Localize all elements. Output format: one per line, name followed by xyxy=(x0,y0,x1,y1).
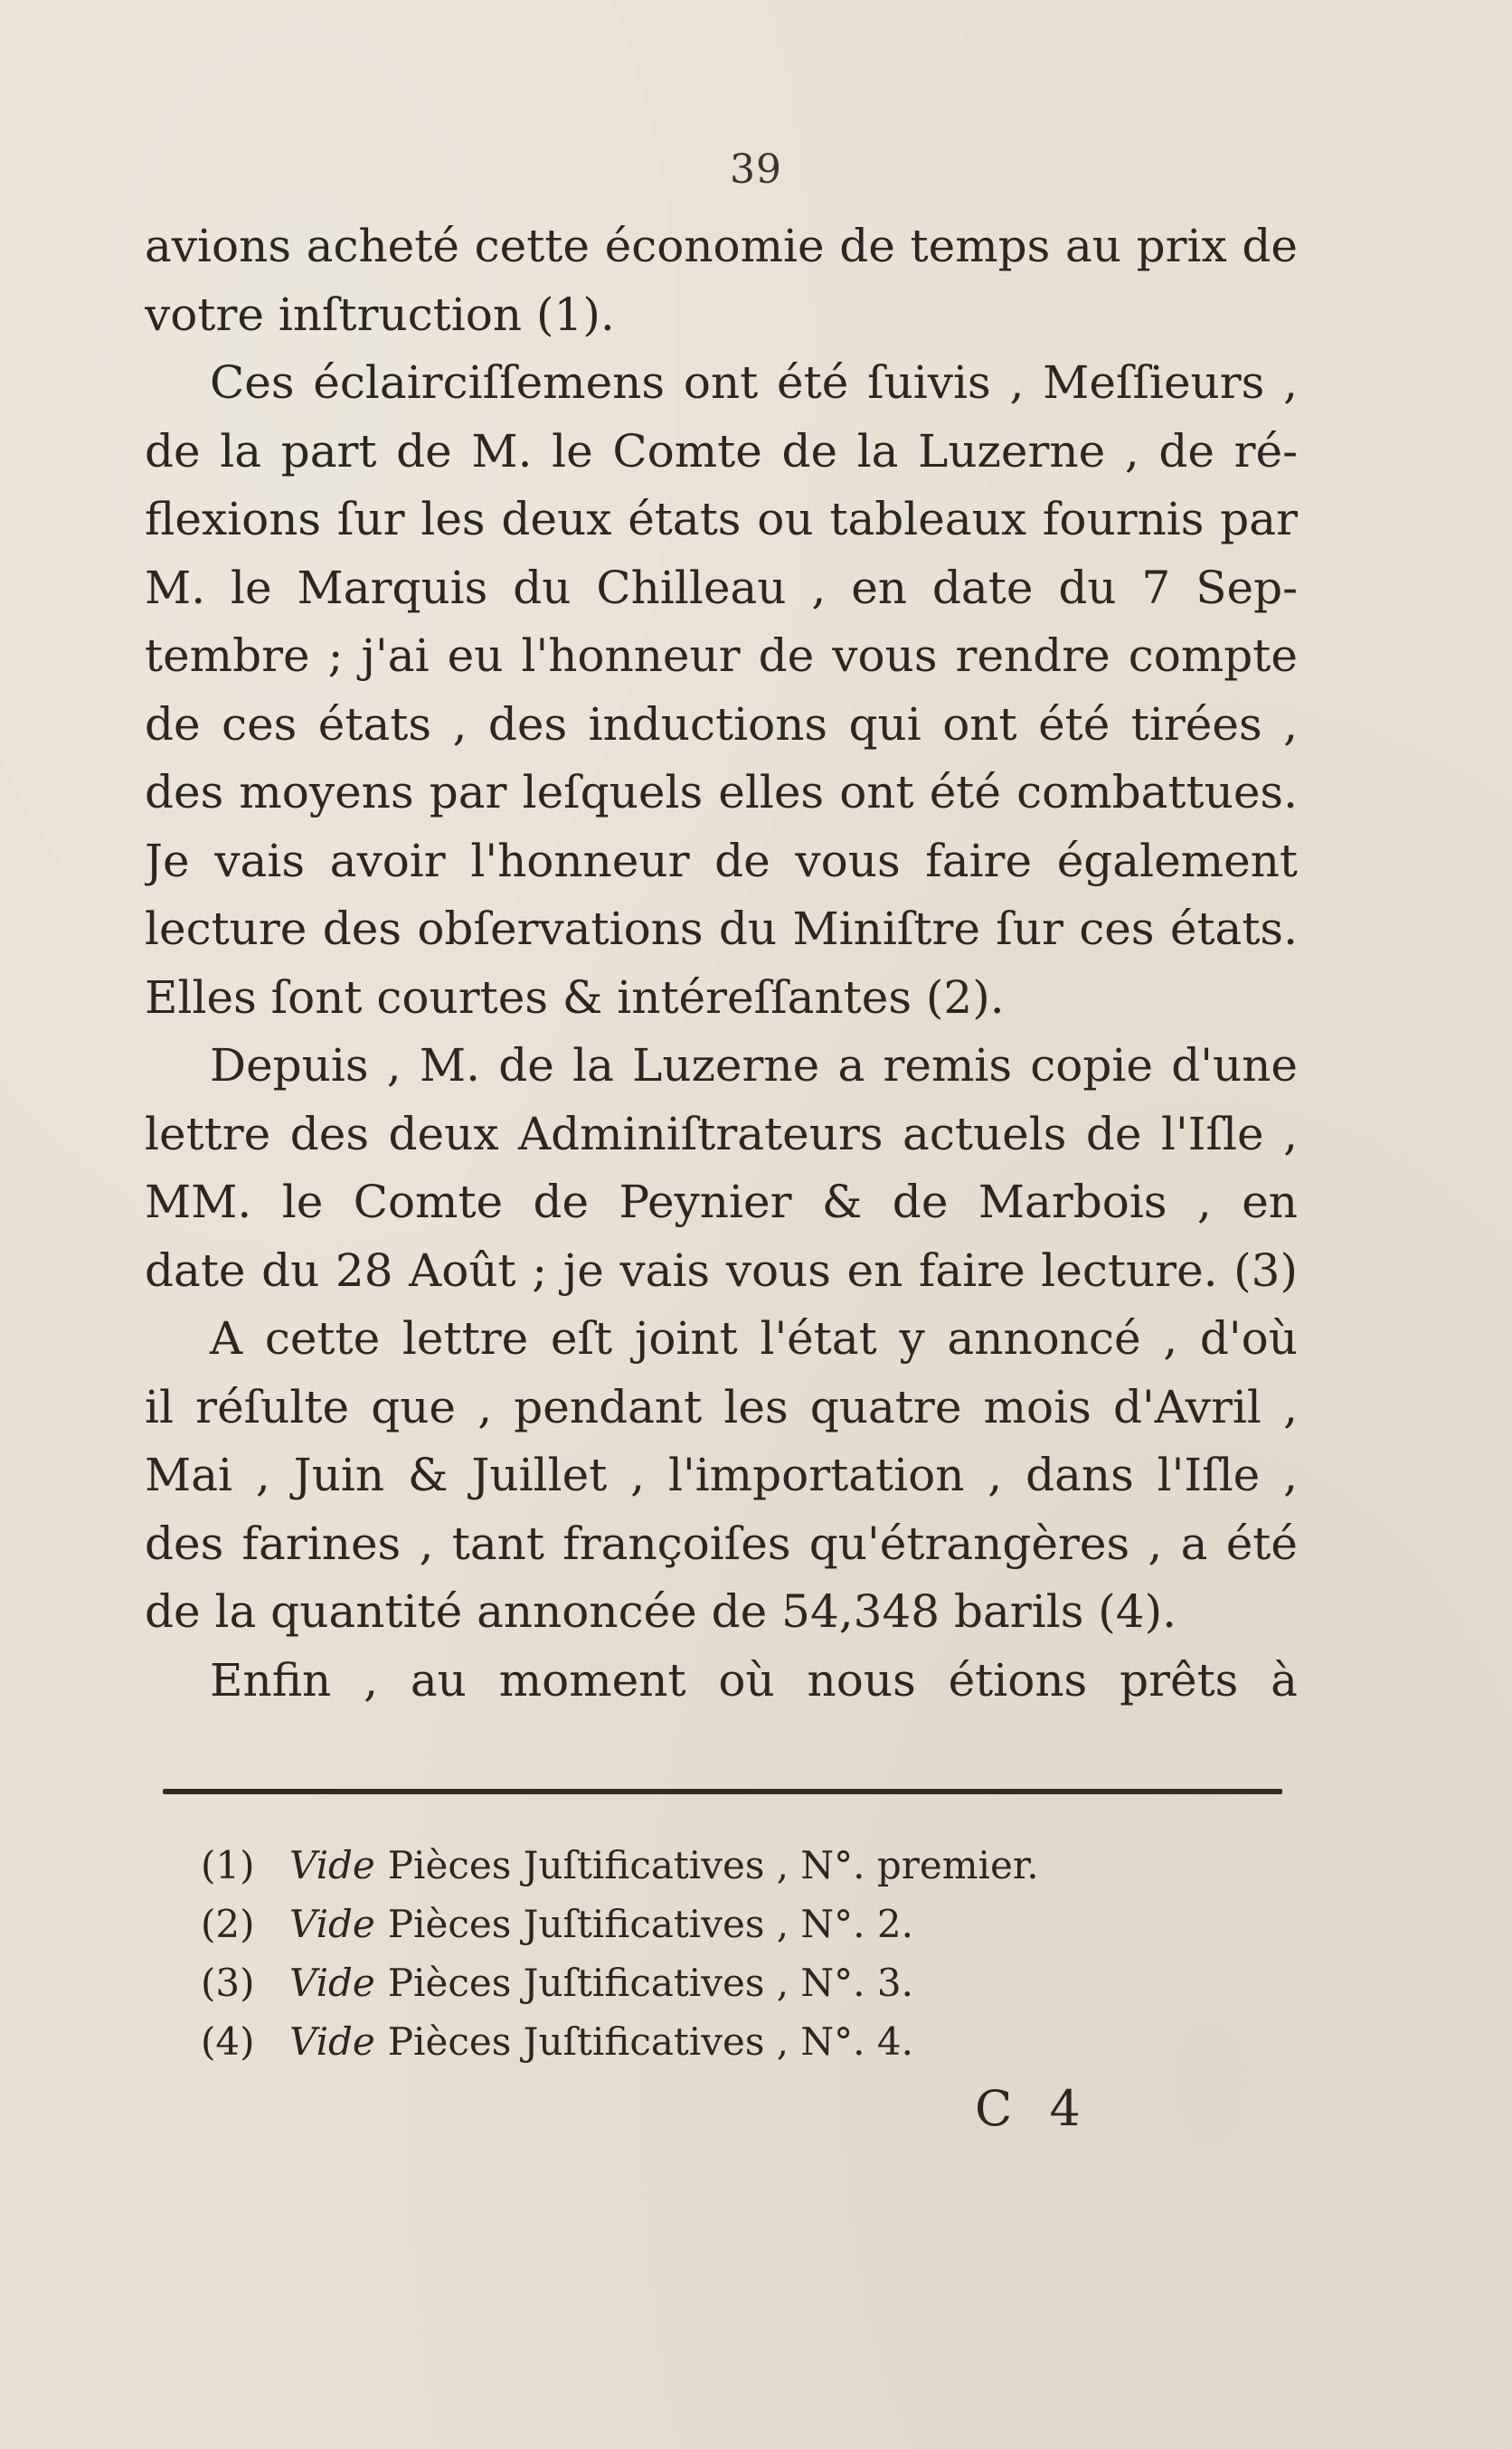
footnote-vide: Vide xyxy=(289,2019,375,2064)
text-line: des moyens par leſquels elles ont été combattues. xyxy=(145,766,1298,818)
text-line: MM. le Comte de Peynier & de Marbois , en xyxy=(145,1176,1298,1228)
footnote-text: Pièces Juſtificatives , N°. premier. xyxy=(387,1843,1039,1887)
body-text xyxy=(145,213,1298,1715)
footnote-vide: Vide xyxy=(289,1902,375,1946)
text-line: Mai , Juin & Juillet , l'importation , dans l'Iſle , xyxy=(145,1449,1298,1501)
text-line: lettre des deux Adminiſtrateurs actuels de l'Iſle , xyxy=(145,1107,1298,1160)
footnote-mark: (3) xyxy=(201,1961,255,2005)
footnote-mark: (1) xyxy=(201,1843,255,1887)
text-line: Ces éclairciſſemens ont été ſuivis , Meſſieurs , xyxy=(210,356,1298,409)
text-line: tembre ; j'ai eu l'honneur de vous rendre compte xyxy=(145,629,1298,682)
footnote xyxy=(201,2012,1195,2071)
text-line: date du 28 Août ; je vais vous en faire lecture. (3) xyxy=(145,1243,1298,1297)
text-line: Enfin , au moment où nous étions prêts à xyxy=(210,1653,1298,1707)
footnote xyxy=(201,1895,1195,1953)
text-line: des farines , tant françoiſes qu'étrangères , a été xyxy=(145,1517,1298,1570)
footnote-vide: Vide xyxy=(289,1843,375,1887)
footnote-mark: (2) xyxy=(201,1902,255,1946)
footnotes xyxy=(201,1836,1195,2071)
text-line: M. le Marquis du Chilleau , en date du 7 Sep- xyxy=(145,561,1298,614)
text-line: de la part de M. le Comte de la Luzerne , de ré- xyxy=(145,424,1298,478)
footnote-text: Pièces Juſtificatives , N°. 4. xyxy=(387,2019,913,2064)
footnote-rule xyxy=(163,1789,1282,1794)
footnote xyxy=(201,1953,1195,2012)
page-number: 39 xyxy=(730,147,782,193)
text-line: de ces états , des inductions qui ont été tirées , xyxy=(145,697,1298,751)
footnote-vide: Vide xyxy=(289,1961,375,2005)
text-line: de la quantité annoncée de 54,348 barils (4). xyxy=(145,1585,1177,1638)
signature-mark: C 4 xyxy=(975,2080,1091,2137)
text-line: Je vais avoir l'honneur de vous faire également xyxy=(145,834,1298,887)
text-line: A cette lettre eſt joint l'état y annoncé , d'où xyxy=(210,1312,1298,1365)
footnote xyxy=(201,1836,1195,1895)
text-line: Elles ſont courtes & intéreſſantes (2). xyxy=(145,970,1005,1024)
text-line: flexions ſur les deux états ou tableaux fournis par xyxy=(145,493,1298,545)
text-line: votre inſtruction (1). xyxy=(145,288,615,341)
footnote-text: Pièces Juſtificatives , N°. 2. xyxy=(387,1902,913,1946)
footnote-mark: (4) xyxy=(201,2019,255,2064)
text-line: il réſulte que , pendant les quatre mois d'Avril , xyxy=(145,1380,1298,1433)
footnote-text: Pièces Juſtificatives , N°. 3. xyxy=(387,1961,913,2005)
text-line: Depuis , M. de la Luzerne a remis copie d'une xyxy=(210,1039,1298,1092)
text-line: lecture des obſervations du Miniſtre ſur ces états. xyxy=(145,903,1298,955)
text-line: avions acheté cette économie de temps au prix de xyxy=(145,220,1298,272)
